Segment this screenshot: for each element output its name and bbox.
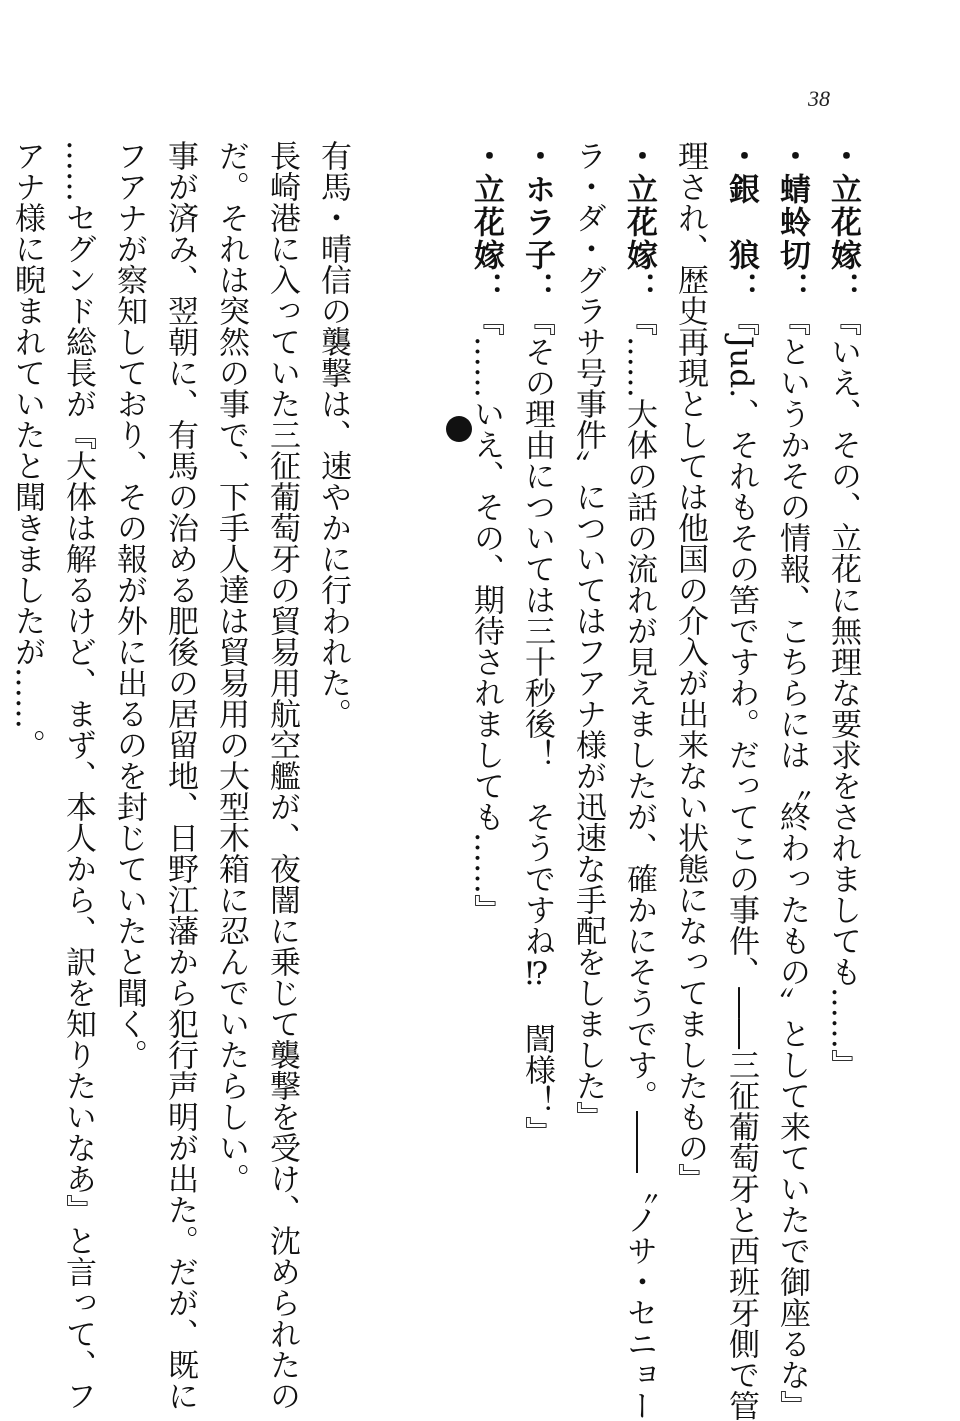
dialogue-text: 『その理由については三十秒後！ そうですね⁉ 誾様！』 [519, 305, 555, 1147]
narrative-line: フアナが察知しており、その報が外に出るのを封じていたと聞く。 [111, 140, 147, 1070]
speaker-label: ・立花嫁： [468, 140, 504, 305]
dialogue-line [511, 140, 562, 1320]
dialogue-line [817, 140, 868, 1320]
speaker-label: ・銀 狼： [723, 140, 759, 305]
narrative-line: 有馬・晴信の襲撃は、速やかに行われた。 [315, 140, 351, 729]
dialogue-line [766, 140, 817, 1421]
dialogue-line [562, 140, 613, 1320]
dialogue-text: 理され、歴史再現としては他国の介入が出来ない状態になってましたもの』 [672, 140, 708, 1194]
dialogue-line [715, 140, 766, 1421]
speaker-label: ・立花嫁： [825, 140, 861, 305]
vertical-text-block [1, 140, 868, 1421]
dialogue-text: ラ・ダ・グラサ号事件〟についてはフアナ様が迅速な手配をしました』 [570, 140, 606, 1132]
dialogue-text: 『Jud.、それもその筈ですわ。だってこの事件、――三征葡萄牙と西班牙側で管 [723, 305, 759, 1421]
narrative-line: だ。それは突然の事で、下手人達は貿易用の大型木箱に忍んでいたらしい。 [213, 140, 249, 1194]
dialogue-text: 『というかその情報、こちらには〝終わったもの〟として来ていたで御座るな』 [774, 305, 810, 1421]
dialogue-line [460, 140, 511, 1320]
narrative-line: 長崎港に入っていた三征葡萄牙の貿易用航空艦が、夜闇に乗じて襲撃を受け、沈められたの [264, 140, 300, 1411]
dialogue-text: 『いえ、その、立花に無理な要求をされましても……』 [825, 305, 861, 1080]
dialogue-line [664, 140, 715, 1320]
speaker-label: ・ホラ子： [519, 140, 555, 305]
dialogue-line [613, 140, 664, 1421]
speaker-label: ・立花嫁： [621, 140, 657, 305]
narrative-line: アナ様に睨まれていたと聞きましたが……。 [9, 140, 45, 760]
dialogue-text: 『……大体の話の流れが見えましたが、確かにそうです。――〝ノサ・セニョー [621, 305, 657, 1421]
narrative-line: ……セグンド総長が『大体は解るけど、まず、本人から、訳を知りたいなあ』と言って、フ [60, 140, 96, 1411]
speaker-label: ・蜻蛉切： [774, 140, 810, 305]
narrative-line: 事が済み、翌朝に、有馬の治める肥後の居留地、日野江藩から犯行声明が出た。だが、既に [162, 140, 198, 1411]
section-gap [358, 140, 460, 1320]
dialogue-text: 『……いえ、その、期待されましても……』 [468, 305, 504, 925]
page-number: 38 [808, 86, 830, 111]
